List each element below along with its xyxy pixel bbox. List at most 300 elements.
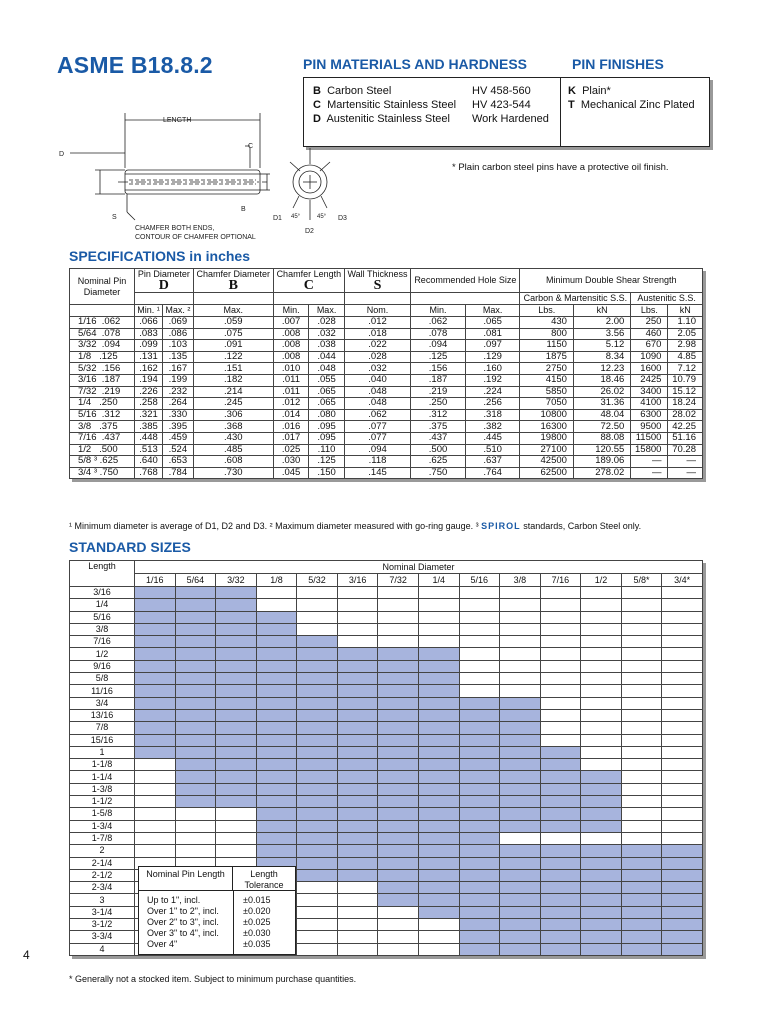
available-cell xyxy=(135,648,176,660)
table-cell: .007 xyxy=(273,317,308,329)
table-row xyxy=(70,351,703,363)
unavailable-cell xyxy=(459,587,500,599)
unavailable-cell xyxy=(297,906,338,918)
length-cell: 4 xyxy=(70,943,135,955)
table-cell: 1/16 .062 xyxy=(70,317,135,329)
table-cell: .640 xyxy=(135,456,163,468)
available-cell xyxy=(459,697,500,709)
table-cell: .784 xyxy=(163,467,194,479)
tolerance-range: Over 2" to 3", incl. xyxy=(147,917,219,927)
table-cell: 10800 xyxy=(520,409,573,421)
table-cell: .625 xyxy=(411,456,466,468)
unavailable-cell xyxy=(337,636,378,648)
table-cell: 670 xyxy=(631,340,668,352)
unavailable-cell xyxy=(581,611,622,623)
available-cell xyxy=(337,759,378,771)
table-cell: .131 xyxy=(135,351,163,363)
length-cell: 3-1/4 xyxy=(70,906,135,918)
available-cell xyxy=(378,796,419,808)
table-cell: 26.02 xyxy=(573,386,630,398)
unavailable-cell xyxy=(621,660,662,672)
available-cell xyxy=(135,611,176,623)
available-cell xyxy=(418,796,459,808)
table-cell: 120.55 xyxy=(573,444,630,456)
th-diameter: 5/64 xyxy=(175,574,216,587)
table-cell: 6300 xyxy=(631,409,668,421)
table-cell: .382 xyxy=(465,421,520,433)
d2-label: D2 xyxy=(305,228,314,235)
table-cell: 250 xyxy=(631,317,668,329)
table-cell: .032 xyxy=(309,328,345,340)
unavailable-cell xyxy=(500,611,541,623)
table-cell: — xyxy=(668,456,703,468)
table-row xyxy=(70,328,703,340)
length-cell: 1-3/4 xyxy=(70,820,135,832)
available-cell xyxy=(500,796,541,808)
tolerance-value: ±0.035 xyxy=(243,939,271,949)
table-cell: .385 xyxy=(135,421,163,433)
unavailable-cell xyxy=(621,734,662,746)
table-cell: 10.79 xyxy=(668,374,703,386)
available-cell xyxy=(378,746,419,758)
unavailable-cell xyxy=(621,623,662,635)
table-cell: 8.34 xyxy=(573,351,630,363)
available-cell xyxy=(459,734,500,746)
available-cell xyxy=(418,709,459,721)
table-cell: .010 xyxy=(273,363,308,375)
table-row xyxy=(70,456,703,468)
page-title: ASME B18.8.2 xyxy=(57,52,213,78)
available-cell xyxy=(418,832,459,844)
unavailable-cell xyxy=(621,771,662,783)
unavailable-cell xyxy=(662,648,703,660)
s-label: S xyxy=(112,214,117,221)
length-cell: 9/16 xyxy=(70,660,135,672)
available-cell xyxy=(540,845,581,857)
table-row xyxy=(70,820,703,832)
th-sub: Max. xyxy=(309,305,345,317)
length-cell: 3-3/4 xyxy=(70,931,135,943)
th-diameter: 1/16 xyxy=(135,574,176,587)
available-cell xyxy=(581,943,622,955)
unavailable-cell xyxy=(621,648,662,660)
unavailable-cell xyxy=(418,919,459,931)
available-cell xyxy=(337,660,378,672)
available-cell xyxy=(378,845,419,857)
table-row xyxy=(70,685,703,697)
available-cell xyxy=(418,906,459,918)
table-cell: .258 xyxy=(135,398,163,410)
table-cell: — xyxy=(631,456,668,468)
table-row xyxy=(70,386,703,398)
table-cell: .524 xyxy=(163,444,194,456)
length-cell: 5/16 xyxy=(70,611,135,623)
available-cell xyxy=(337,685,378,697)
available-cell xyxy=(135,734,176,746)
unavailable-cell xyxy=(621,759,662,771)
th-sub: Nom. xyxy=(344,305,410,317)
length-cell: 2 xyxy=(70,845,135,857)
length-cell: 13/16 xyxy=(70,709,135,721)
unavailable-cell xyxy=(540,660,581,672)
table-cell: 51.16 xyxy=(668,432,703,444)
table-cell: .062 xyxy=(344,409,410,421)
unavailable-cell xyxy=(459,599,500,611)
table-cell: .011 xyxy=(273,374,308,386)
table-cell: 2.98 xyxy=(668,340,703,352)
available-cell xyxy=(175,771,216,783)
unavailable-cell xyxy=(337,623,378,635)
available-cell xyxy=(418,857,459,869)
table-cell: 15.12 xyxy=(668,386,703,398)
unavailable-cell xyxy=(337,599,378,611)
available-cell xyxy=(216,660,257,672)
th-blank xyxy=(70,305,135,317)
unavailable-cell xyxy=(297,919,338,931)
available-cell xyxy=(337,746,378,758)
unavailable-cell xyxy=(621,599,662,611)
available-cell xyxy=(175,599,216,611)
table-row xyxy=(70,421,703,433)
table-row xyxy=(70,771,703,783)
available-cell xyxy=(459,746,500,758)
unavailable-cell xyxy=(621,587,662,599)
unavailable-cell xyxy=(662,685,703,697)
table-cell: .510 xyxy=(465,444,520,456)
unavailable-cell xyxy=(662,673,703,685)
table-cell: 1.10 xyxy=(668,317,703,329)
available-cell xyxy=(337,648,378,660)
table-cell: .653 xyxy=(163,456,194,468)
unavailable-cell xyxy=(418,636,459,648)
length-cell: 1-5/8 xyxy=(70,808,135,820)
available-cell xyxy=(378,894,419,906)
length-cell: 2-1/4 xyxy=(70,857,135,869)
table-cell: .250 xyxy=(411,398,466,410)
unavailable-cell xyxy=(540,587,581,599)
available-cell xyxy=(540,771,581,783)
available-cell xyxy=(216,796,257,808)
th-wall-thickness: Wall Thickness S xyxy=(344,269,410,293)
length-cell: 1/2 xyxy=(70,648,135,660)
table-cell: .048 xyxy=(344,398,410,410)
available-cell xyxy=(662,906,703,918)
table-cell: .048 xyxy=(344,386,410,398)
available-cell xyxy=(256,611,297,623)
unavailable-cell xyxy=(540,685,581,697)
table-cell: .065 xyxy=(465,317,520,329)
table-cell: .125 xyxy=(411,351,466,363)
table-cell: .192 xyxy=(465,374,520,386)
th-diameter: 3/16 xyxy=(337,574,378,587)
angle-right-label: 45° xyxy=(317,214,327,220)
unavailable-cell xyxy=(581,587,622,599)
length-cell: 3/4 xyxy=(70,697,135,709)
available-cell xyxy=(500,894,541,906)
available-cell xyxy=(459,906,500,918)
available-cell xyxy=(256,832,297,844)
table-row xyxy=(70,845,703,857)
available-cell xyxy=(256,673,297,685)
available-cell xyxy=(418,869,459,881)
available-cell xyxy=(297,685,338,697)
table-cell: .513 xyxy=(135,444,163,456)
tolerance-ranges xyxy=(147,895,219,950)
length-cell: 3/16 xyxy=(70,587,135,599)
available-cell xyxy=(378,820,419,832)
length-cell: 7/16 xyxy=(70,636,135,648)
available-cell xyxy=(581,906,622,918)
table-cell: .375 xyxy=(411,421,466,433)
available-cell xyxy=(135,746,176,758)
table-cell: .094 xyxy=(411,340,466,352)
available-cell xyxy=(540,808,581,820)
available-cell xyxy=(216,599,257,611)
available-cell xyxy=(337,673,378,685)
available-cell xyxy=(459,808,500,820)
table-cell: .028 xyxy=(344,351,410,363)
table-cell: .094 xyxy=(344,444,410,456)
available-cell xyxy=(621,894,662,906)
unavailable-cell xyxy=(175,808,216,820)
available-cell xyxy=(581,882,622,894)
table-cell: .008 xyxy=(273,351,308,363)
available-cell xyxy=(459,820,500,832)
available-cell xyxy=(297,709,338,721)
table-cell: .083 xyxy=(135,328,163,340)
table-cell: .730 xyxy=(193,467,273,479)
available-cell xyxy=(378,771,419,783)
available-cell xyxy=(175,734,216,746)
unavailable-cell xyxy=(216,820,257,832)
unavailable-cell xyxy=(662,820,703,832)
available-cell xyxy=(175,783,216,795)
table-cell: .016 xyxy=(273,421,308,433)
unavailable-cell xyxy=(662,808,703,820)
unavailable-cell xyxy=(378,943,419,955)
table-cell: 460 xyxy=(631,328,668,340)
th-sub: Lbs. xyxy=(631,305,668,317)
unavailable-cell xyxy=(662,746,703,758)
table-cell: .637 xyxy=(465,456,520,468)
table-cell: 1/4 .250 xyxy=(70,398,135,410)
available-cell xyxy=(256,709,297,721)
unavailable-cell xyxy=(621,808,662,820)
unavailable-cell xyxy=(337,882,378,894)
available-cell xyxy=(540,919,581,931)
table-cell: 42500 xyxy=(520,456,573,468)
c-label: C xyxy=(248,143,254,150)
available-cell xyxy=(216,697,257,709)
unavailable-cell xyxy=(500,685,541,697)
available-cell xyxy=(662,931,703,943)
unavailable-cell xyxy=(135,771,176,783)
table-cell: .030 xyxy=(273,456,308,468)
table-row xyxy=(70,374,703,386)
unavailable-cell xyxy=(297,882,338,894)
unavailable-cell xyxy=(418,943,459,955)
available-cell xyxy=(337,771,378,783)
available-cell xyxy=(175,685,216,697)
th-diameter: 7/32 xyxy=(378,574,419,587)
table-row xyxy=(70,599,703,611)
available-cell xyxy=(175,660,216,672)
available-cell xyxy=(581,783,622,795)
table-row xyxy=(70,746,703,758)
available-cell xyxy=(337,845,378,857)
available-cell xyxy=(621,906,662,918)
table-cell: .059 xyxy=(193,317,273,329)
available-cell xyxy=(297,722,338,734)
available-cell xyxy=(216,636,257,648)
unavailable-cell xyxy=(135,845,176,857)
available-cell xyxy=(418,845,459,857)
table-cell: 2750 xyxy=(520,363,573,375)
available-cell xyxy=(337,796,378,808)
available-cell xyxy=(378,722,419,734)
unavailable-cell xyxy=(662,759,703,771)
available-cell xyxy=(459,857,500,869)
table-cell: 15800 xyxy=(631,444,668,456)
unavailable-cell xyxy=(662,709,703,721)
available-cell xyxy=(500,882,541,894)
unavailable-cell xyxy=(337,943,378,955)
table-cell: 278.02 xyxy=(573,467,630,479)
available-cell xyxy=(297,845,338,857)
table-cell: .150 xyxy=(309,467,345,479)
unavailable-cell xyxy=(459,685,500,697)
available-cell xyxy=(418,722,459,734)
materials-hardness: HV 458-560 HV 423-544 Work Hardened xyxy=(472,85,549,125)
unavailable-cell xyxy=(378,636,419,648)
available-cell xyxy=(378,857,419,869)
available-cell xyxy=(337,709,378,721)
table-cell: 800 xyxy=(520,328,573,340)
available-cell xyxy=(175,746,216,758)
table-cell: .145 xyxy=(344,467,410,479)
available-cell xyxy=(500,943,541,955)
table-cell: .066 xyxy=(135,317,163,329)
table-cell: .086 xyxy=(163,328,194,340)
length-cell: 7/8 xyxy=(70,722,135,734)
unavailable-cell xyxy=(662,734,703,746)
available-cell xyxy=(175,709,216,721)
b-label: B xyxy=(241,206,246,213)
table-cell: .245 xyxy=(193,398,273,410)
unavailable-cell xyxy=(500,636,541,648)
table-cell: .182 xyxy=(193,374,273,386)
available-cell xyxy=(621,919,662,931)
available-cell xyxy=(216,685,257,697)
unavailable-cell xyxy=(256,587,297,599)
table-cell: .194 xyxy=(135,374,163,386)
available-cell xyxy=(135,697,176,709)
available-cell xyxy=(418,882,459,894)
available-cell xyxy=(418,771,459,783)
unavailable-cell xyxy=(540,623,581,635)
available-cell xyxy=(337,869,378,881)
th-nominal-diameter: Nominal Diameter xyxy=(135,561,703,574)
th-nominal: Nominal Pin Diameter xyxy=(70,269,135,305)
table-row xyxy=(70,648,703,660)
unavailable-cell xyxy=(135,759,176,771)
available-cell xyxy=(500,783,541,795)
available-cell xyxy=(662,869,703,881)
th-shear-strength: Minimum Double Shear Strength xyxy=(520,269,703,293)
table-cell: 1090 xyxy=(631,351,668,363)
available-cell xyxy=(256,746,297,758)
table-row xyxy=(70,808,703,820)
table-cell: 7.12 xyxy=(668,363,703,375)
unavailable-cell xyxy=(500,599,541,611)
table-cell: .395 xyxy=(163,421,194,433)
table-cell: 5.12 xyxy=(573,340,630,352)
available-cell xyxy=(256,734,297,746)
finishes-list: K Plain* T Mechanical Zinc Plated xyxy=(568,85,695,111)
available-cell xyxy=(621,931,662,943)
unavailable-cell xyxy=(621,796,662,808)
available-cell xyxy=(256,623,297,635)
available-cell xyxy=(216,587,257,599)
table-row xyxy=(70,409,703,421)
length-cell: 1 xyxy=(70,746,135,758)
available-cell xyxy=(621,882,662,894)
unavailable-cell xyxy=(662,587,703,599)
table-row xyxy=(70,636,703,648)
available-cell xyxy=(459,931,500,943)
unavailable-cell xyxy=(297,943,338,955)
available-cell xyxy=(378,734,419,746)
unavailable-cell xyxy=(500,660,541,672)
available-cell xyxy=(500,906,541,918)
d3-label: D3 xyxy=(338,215,347,222)
table-cell: .500 xyxy=(411,444,466,456)
unavailable-cell xyxy=(662,783,703,795)
unavailable-cell xyxy=(378,906,419,918)
unavailable-cell xyxy=(337,919,378,931)
table-cell: 1/2 .500 xyxy=(70,444,135,456)
th-nominal-pin-length: Nominal Pin Length xyxy=(139,867,233,891)
unavailable-cell xyxy=(621,685,662,697)
tolerance-value: ±0.030 xyxy=(243,928,271,938)
length-cell: 1-1/4 xyxy=(70,771,135,783)
th-diameter: 3/4* xyxy=(662,574,703,587)
table-cell: 2425 xyxy=(631,374,668,386)
available-cell xyxy=(500,697,541,709)
table-cell: .764 xyxy=(465,467,520,479)
tolerance-value: ±0.020 xyxy=(243,906,271,916)
unavailable-cell xyxy=(418,931,459,943)
table-cell: 4100 xyxy=(631,398,668,410)
table-cell: 7050 xyxy=(520,398,573,410)
table-cell: .224 xyxy=(465,386,520,398)
unavailable-cell xyxy=(337,894,378,906)
table-cell: 5/64 .078 xyxy=(70,328,135,340)
unavailable-cell xyxy=(216,845,257,857)
unavailable-cell xyxy=(621,636,662,648)
table-cell: .445 xyxy=(465,432,520,444)
table-cell: .028 xyxy=(309,317,345,329)
table-cell: 7/16 .437 xyxy=(70,432,135,444)
th-length-tolerance: Length Tolerance xyxy=(233,867,295,891)
available-cell xyxy=(135,709,176,721)
available-cell xyxy=(337,857,378,869)
th-diameter: 5/16 xyxy=(459,574,500,587)
th-hole-size: Recommended Hole Size xyxy=(411,269,520,293)
available-cell xyxy=(256,796,297,808)
available-cell xyxy=(662,845,703,857)
table-cell: .608 xyxy=(193,456,273,468)
